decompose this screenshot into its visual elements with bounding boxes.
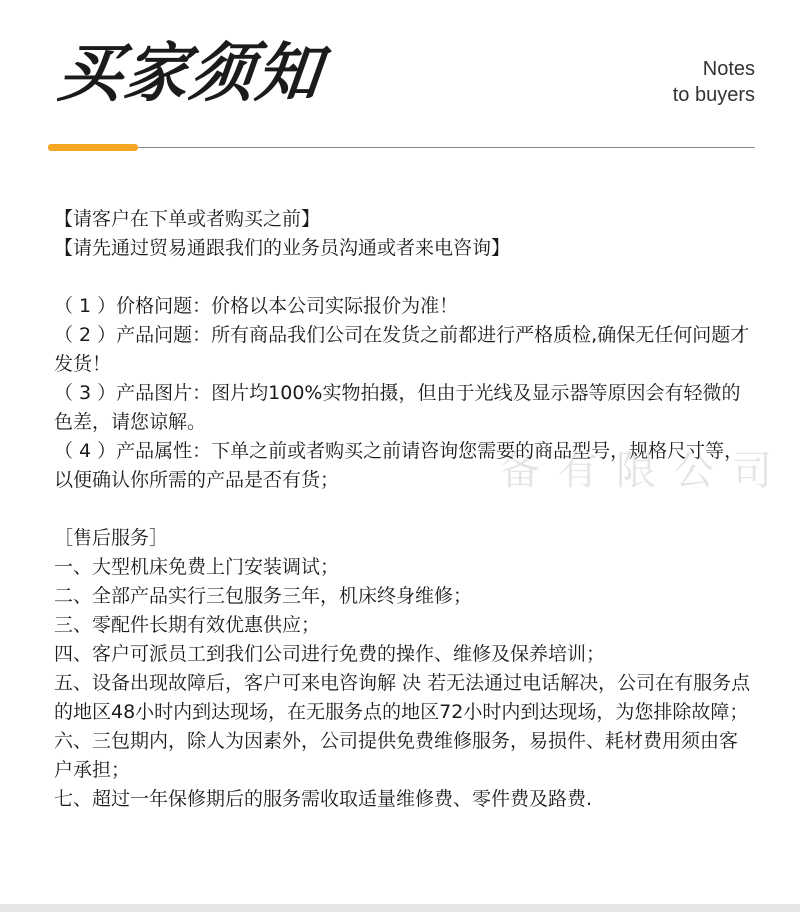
divider-line bbox=[48, 147, 755, 148]
subtitle-line-2: to buyers bbox=[672, 84, 755, 106]
service-item: 二、全部产品实行三包服务三年，机床终身维修； bbox=[54, 585, 473, 607]
intro-line: 【请先通过贸易通跟我们的业务员沟通或者来电咨询】 bbox=[54, 237, 511, 259]
accent-bar bbox=[48, 144, 138, 151]
note-item: （ 2 ）产品问题：所有商品我们公司在发货之前都进行严格质检,确保无任何问题才发货！ bbox=[54, 324, 750, 375]
service-item: 六、三包期内，除人为因素外，公司提供免费维修服务，易损件、耗材费用须由客户承担； bbox=[54, 730, 739, 781]
service-item: 五、设备出现故障后，客户可来电咨询解 决 若无法通过电话解决，公司在有服务点的地区48小时内到达现场，在无服务点的地区72小时内到达现场，为您排除故障； bbox=[54, 672, 751, 723]
subtitle-line-1: Notes bbox=[702, 58, 755, 80]
notice-body bbox=[54, 205, 752, 814]
page-title: 买家须知 bbox=[54, 37, 326, 111]
service-item: 一、大型机床免费上门安装调试； bbox=[54, 556, 340, 578]
note-item: （ 4 ）产品属性：下单之前或者购买之前请咨询您需要的商品型号，规格尺寸等，以便确认你所需的产品是否有货； bbox=[54, 440, 744, 491]
note-item: （ 1 ）价格问题：价格以本公司实际报价为准！ bbox=[54, 295, 459, 317]
intro-line: 【请客户在下单或者购买之前】 bbox=[54, 208, 321, 230]
note-item: （ 3 ）产品图片：图片均100%实物拍摄，但由于光线及显示器等原因会有轻微的色差，请您谅解。 bbox=[54, 382, 741, 433]
bottom-strip bbox=[0, 904, 800, 912]
service-title: ［售后服务］ bbox=[54, 527, 169, 549]
service-item: 七、超过一年保修期后的服务需收取适量维修费、零件费及路费. bbox=[54, 788, 593, 810]
service-item: 三、零配件长期有效优惠供应； bbox=[54, 614, 321, 636]
service-item: 四、客户可派员工到我们公司进行免费的操作、维修及保养培训； bbox=[54, 643, 606, 665]
watermark: 备有限公司 bbox=[500, 448, 790, 494]
page-subtitle bbox=[673, 56, 755, 108]
